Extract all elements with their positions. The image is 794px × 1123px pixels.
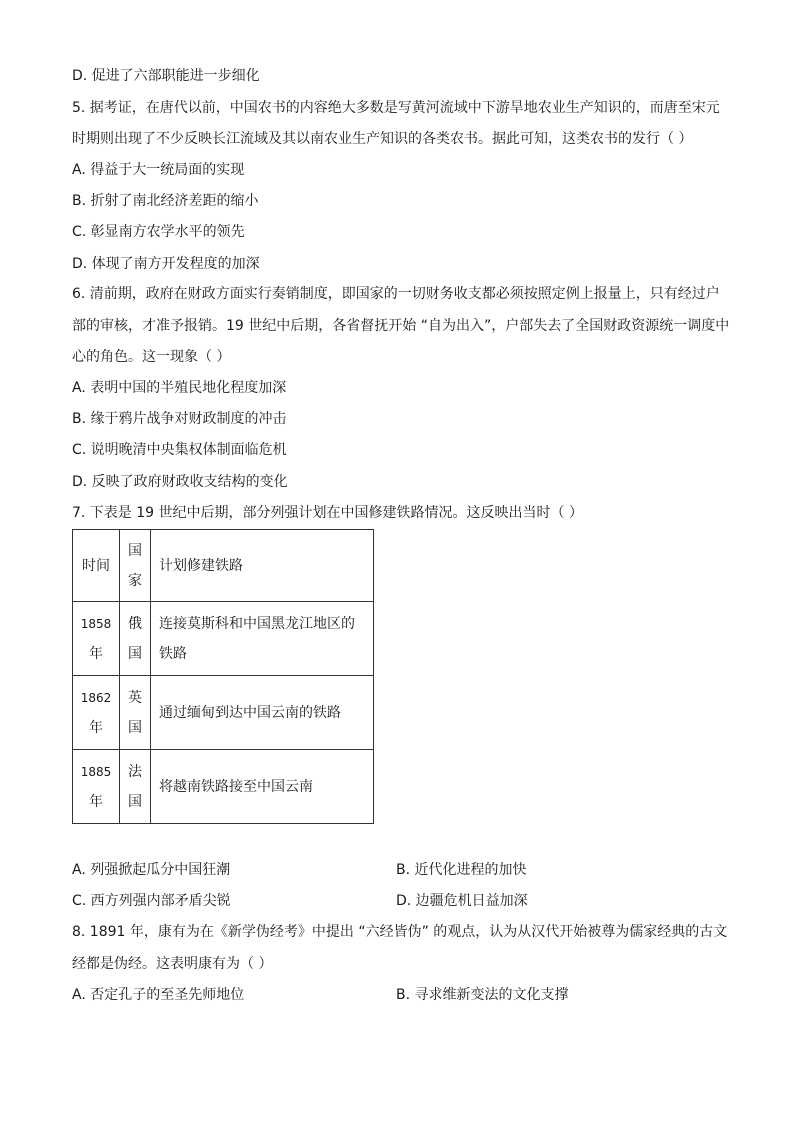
row-plan <box>151 602 374 676</box>
header-country-char2: 家 <box>128 572 142 589</box>
row-country-char1: 法 <box>128 763 142 780</box>
row-country <box>120 676 151 750</box>
q7-stem: 7. 下表是 19 世纪中后期，部分列强计划在中国修建铁路情况。这反映出当时（ ） <box>72 505 583 521</box>
row-country-char1: 俄 <box>128 615 142 632</box>
q7-option-a: A. 列强掀起瓜分中国狂潮 <box>72 862 231 878</box>
q5-option-a: A. 得益于大一统局面的实现 <box>72 162 245 178</box>
table-row <box>73 750 374 824</box>
q8-option-a: A. 否定孔子的至圣先师地位 <box>72 987 245 1003</box>
q8-stem-line1: 8. 1891 年，康有为在《新学伪经考》中提出 “六经皆伪” 的观点，认为从汉代开始被尊为儒家经典的古文 <box>72 924 728 940</box>
row-year-unit: 年 <box>89 719 103 736</box>
row-country-char1: 英 <box>128 689 142 706</box>
q6-stem-line3: 心的角色。这一现象（ ） <box>72 349 231 365</box>
q7-option-b: B. 近代化进程的加快 <box>396 862 527 878</box>
table-row <box>73 602 374 676</box>
table-header-row <box>73 530 374 602</box>
row-time <box>73 750 120 824</box>
row-plan: 将越南铁路接至中国云南 <box>151 750 374 824</box>
q5-stem-line1: 5. 据考证，在唐代以前，中国农书的内容绝大多数是写黄河流域中下游旱地农业生产知识的，而唐至宋元 <box>72 100 720 116</box>
q6-stem-line1: 6. 清前期，政府在财政方面实行奏销制度，即国家的一切财务收支都必须按照定例上报量上，只有经过户 <box>72 286 720 302</box>
row-year-unit: 年 <box>89 645 103 662</box>
q6-option-b: B. 缘于鸦片战争对财政制度的冲击 <box>72 411 287 427</box>
row-time <box>73 602 120 676</box>
header-plan: 计划修建铁路 <box>151 530 374 602</box>
row-year: 1858 <box>80 616 112 631</box>
row-plan: 通过缅甸到达中国云南的铁路 <box>151 676 374 750</box>
row-country-char2: 国 <box>128 719 142 736</box>
q5-option-b: B. 折射了南北经济差距的缩小 <box>72 193 259 209</box>
q5-option-d: D. 体现了南方开发程度的加深 <box>72 256 260 272</box>
header-time: 时间 <box>73 530 120 602</box>
header-country-char1: 国 <box>128 542 142 559</box>
railway-plan-table <box>72 529 374 824</box>
row-country-char2: 国 <box>128 793 142 810</box>
q8-option-b: B. 寻求维新变法的文化支撑 <box>396 987 569 1003</box>
q6-option-c: C. 说明晚清中央集权体制面临危机 <box>72 442 287 458</box>
header-country <box>120 530 151 602</box>
row-plan-line1: 连接莫斯科和中国黑龙江地区的 <box>159 615 355 632</box>
q6-option-d: D. 反映了政府财政收支结构的变化 <box>72 474 288 490</box>
q5-stem-line2: 时期则出现了不少反映长江流域及其以南农业生产知识的各类农书。据此可知，这类农书的发行（ ） <box>72 131 693 147</box>
q6-stem-line2: 部的审核，才准予报销。19 世纪中后期，各省督抚开始 “自为出入”，户部失去了全国财政资源统一调度中 <box>72 318 730 334</box>
q8-stem-line2: 经都是伪经。这表明康有为（ ） <box>72 956 273 972</box>
q4-option-d: D. 促进了六部职能进一步细化 <box>72 68 260 84</box>
q6-option-a: A. 表明中国的半殖民地化程度加深 <box>72 380 287 396</box>
q7-option-c: C. 西方列强内部矛盾尖锐 <box>72 893 231 909</box>
row-plan-line2: 铁路 <box>159 645 187 662</box>
q7-option-d: D. 边疆危机日益加深 <box>396 893 528 909</box>
row-country-char2: 国 <box>128 645 142 662</box>
table-row <box>73 676 374 750</box>
row-year-unit: 年 <box>89 793 103 810</box>
row-time <box>73 676 120 750</box>
row-year: 1862 <box>80 690 112 705</box>
row-year: 1885 <box>80 764 112 779</box>
row-country <box>120 750 151 824</box>
row-country <box>120 602 151 676</box>
q5-option-c: C. 彰显南方农学水平的领先 <box>72 224 245 240</box>
